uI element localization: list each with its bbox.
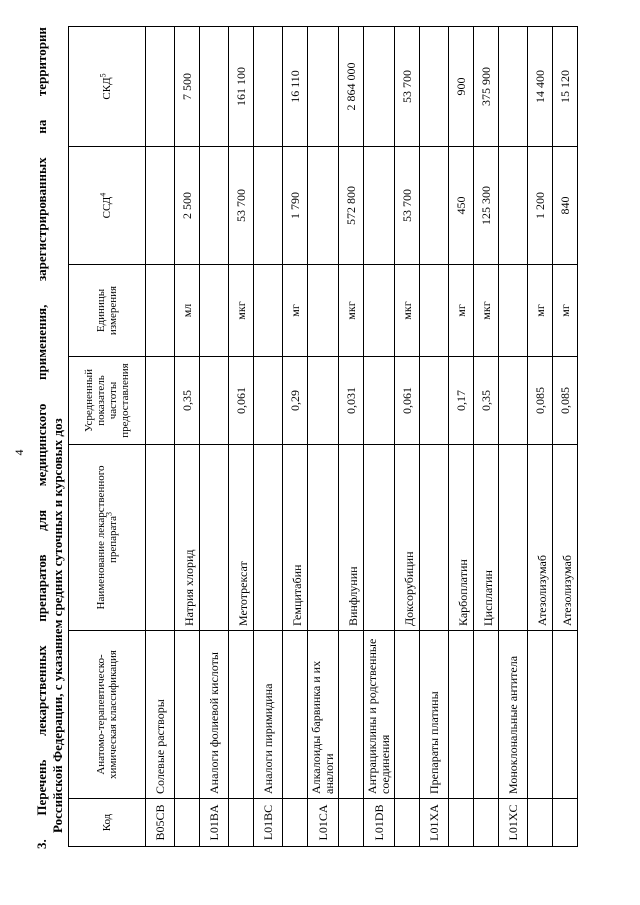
- title-word: применения,: [34, 304, 49, 381]
- cell-name: Винфлунин: [339, 445, 364, 631]
- cell-unit: мкг: [229, 265, 254, 357]
- cell-name: [308, 445, 339, 631]
- cell-name: [364, 445, 395, 631]
- table-row: [395, 27, 420, 847]
- cell-skd: [420, 27, 449, 147]
- cell-unit: мг: [449, 265, 474, 357]
- cell-avg: 0,17: [449, 357, 474, 445]
- cell-ssd: 450: [449, 147, 474, 265]
- cell-avg: [254, 357, 283, 445]
- cell-ssd: 572 800: [339, 147, 364, 265]
- table-row: [339, 27, 364, 847]
- cell-skd: 161 100: [229, 27, 254, 147]
- title-line-1: [34, 27, 50, 849]
- cell-atc: [339, 631, 364, 799]
- cell-avg: 0,35: [474, 357, 499, 445]
- cell-unit: [308, 265, 339, 357]
- table-group-row: [499, 27, 528, 847]
- header-atc: Анатомо-терапевтическо-химическая классификация: [69, 631, 146, 799]
- header-name: [69, 445, 146, 631]
- title-word: медицинского: [34, 403, 49, 487]
- cell-name: Метотрексат: [229, 445, 254, 631]
- table-group-row: [308, 27, 339, 847]
- table-row: [229, 27, 254, 847]
- cell-skd: 53 700: [395, 27, 420, 147]
- cell-code: L01XC: [499, 799, 528, 847]
- cell-unit: мл: [175, 265, 200, 357]
- cell-avg: [420, 357, 449, 445]
- cell-unit: мкг: [339, 265, 364, 357]
- cell-ssd: [364, 147, 395, 265]
- cell-code: L01DB: [364, 799, 395, 847]
- cell-code: B05CB: [146, 799, 175, 847]
- cell-atc: Аналоги фолиевой кислоты: [200, 631, 229, 799]
- header-unit: Единицы измерения: [69, 265, 146, 357]
- cell-skd: 900: [449, 27, 474, 147]
- cell-skd: [146, 27, 175, 147]
- cell-avg: 0,061: [229, 357, 254, 445]
- title-word: зарегистрированных: [34, 157, 49, 282]
- cell-ssd: 53 700: [395, 147, 420, 265]
- cell-name: [200, 445, 229, 631]
- cell-unit: мг: [528, 265, 553, 357]
- cell-atc: [395, 631, 420, 799]
- cell-code: [339, 799, 364, 847]
- cell-atc: Антрациклины и родственные соединения: [364, 631, 395, 799]
- cell-atc: [283, 631, 308, 799]
- cell-skd: [254, 27, 283, 147]
- title-word: лекарственных: [34, 645, 49, 736]
- cell-avg: 0,061: [395, 357, 420, 445]
- cell-atc: [474, 631, 499, 799]
- title-word: препаратов: [34, 554, 49, 622]
- cell-unit: мг: [283, 265, 308, 357]
- cell-code: [474, 799, 499, 847]
- cell-skd: 15 120: [553, 27, 578, 147]
- cell-skd: [308, 27, 339, 147]
- cell-avg: [146, 357, 175, 445]
- cell-unit: [200, 265, 229, 357]
- cell-avg: 0,085: [553, 357, 578, 445]
- cell-code: [449, 799, 474, 847]
- header-skd-text: СКД: [101, 77, 113, 100]
- cell-atc: Препараты платины: [420, 631, 449, 799]
- cell-atc: Моноклональные антитела: [499, 631, 528, 799]
- table-row: [449, 27, 474, 847]
- header-ssd-text: ССД: [101, 196, 113, 219]
- section-title: [34, 27, 66, 849]
- table-row: [283, 27, 308, 847]
- title-word: территории: [34, 27, 49, 97]
- cell-ssd: [499, 147, 528, 265]
- cell-unit: [254, 265, 283, 357]
- table-group-row: [146, 27, 175, 847]
- header-skd-sup: 5: [98, 73, 108, 78]
- cell-name: Атезолизумаб: [553, 445, 578, 631]
- cell-avg: [499, 357, 528, 445]
- cell-avg: [200, 357, 229, 445]
- cell-skd: 2 864 000: [339, 27, 364, 147]
- cell-code: L01CA: [308, 799, 339, 847]
- cell-ssd: [146, 147, 175, 265]
- cell-unit: мкг: [395, 265, 420, 357]
- cell-skd: 16 110: [283, 27, 308, 147]
- cell-skd: [200, 27, 229, 147]
- header-skd: [69, 27, 146, 147]
- cell-unit: [499, 265, 528, 357]
- title-line-2: Российской Федерации, с указанием средних суточных и курсовых доз: [50, 418, 65, 833]
- cell-ssd: 1 200: [528, 147, 553, 265]
- cell-unit: мкг: [474, 265, 499, 357]
- cell-code: L01BC: [254, 799, 283, 847]
- table-body: [146, 27, 578, 847]
- cell-ssd: 1 790: [283, 147, 308, 265]
- cell-avg: 0,085: [528, 357, 553, 445]
- title-word: 3.: [34, 839, 49, 849]
- cell-code: [229, 799, 254, 847]
- cell-code: L01BA: [200, 799, 229, 847]
- cell-name: Доксорубицин: [395, 445, 420, 631]
- page-number: 4: [12, 449, 26, 456]
- cell-atc: [528, 631, 553, 799]
- header-name-sup: 3: [104, 512, 114, 517]
- cell-code: [528, 799, 553, 847]
- cell-unit: [146, 265, 175, 357]
- cell-avg: [364, 357, 395, 445]
- header-ssd-sup: 4: [98, 192, 108, 197]
- cell-ssd: 125 300: [474, 147, 499, 265]
- cell-code: [283, 799, 308, 847]
- cell-name: Натрия хлорид: [175, 445, 200, 631]
- cell-ssd: [254, 147, 283, 265]
- cell-code: [553, 799, 578, 847]
- cell-unit: мг: [553, 265, 578, 357]
- table-group-row: [200, 27, 229, 847]
- cell-avg: 0,031: [339, 357, 364, 445]
- title-word: для: [34, 509, 49, 531]
- cell-name: Атезолизумаб: [528, 445, 553, 631]
- cell-name: Гемцитабин: [283, 445, 308, 631]
- cell-ssd: [308, 147, 339, 265]
- cell-atc: Аналоги пиримидина: [254, 631, 283, 799]
- table-group-row: [254, 27, 283, 847]
- cell-avg: 0,29: [283, 357, 308, 445]
- header-name-text: Наименование лекарственного препарата: [95, 465, 119, 610]
- table-row: [175, 27, 200, 847]
- table-row: [553, 27, 578, 847]
- header-avg: Усредненный показатель частоты предоставления: [69, 357, 146, 445]
- header-code: Код: [69, 799, 146, 847]
- cell-skd: 7 500: [175, 27, 200, 147]
- cell-atc: [229, 631, 254, 799]
- cell-skd: [364, 27, 395, 147]
- cell-atc: [553, 631, 578, 799]
- cell-atc: [175, 631, 200, 799]
- table-group-row: [420, 27, 449, 847]
- drug-table: [68, 26, 578, 847]
- cell-ssd: [420, 147, 449, 265]
- cell-atc: [449, 631, 474, 799]
- cell-ssd: 840: [553, 147, 578, 265]
- cell-avg: [308, 357, 339, 445]
- cell-code: [395, 799, 420, 847]
- cell-unit: [420, 265, 449, 357]
- cell-name: Цисплатин: [474, 445, 499, 631]
- cell-name: Карбоплатин: [449, 445, 474, 631]
- cell-avg: 0,35: [175, 357, 200, 445]
- cell-name: [420, 445, 449, 631]
- cell-ssd: 53 700: [229, 147, 254, 265]
- cell-skd: [499, 27, 528, 147]
- header-ssd: [69, 147, 146, 265]
- cell-code: [175, 799, 200, 847]
- cell-atc: Солевые растворы: [146, 631, 175, 799]
- cell-unit: [364, 265, 395, 357]
- cell-ssd: 2 500: [175, 147, 200, 265]
- cell-atc: Алкалоиды барвинка и их аналоги: [308, 631, 339, 799]
- cell-name: [254, 445, 283, 631]
- cell-ssd: [200, 147, 229, 265]
- table-header-row: [69, 27, 146, 847]
- table-row: [528, 27, 553, 847]
- cell-name: [146, 445, 175, 631]
- table-group-row: [364, 27, 395, 847]
- cell-code: L01XA: [420, 799, 449, 847]
- cell-skd: 14 400: [528, 27, 553, 147]
- cell-name: [499, 445, 528, 631]
- table-row: [474, 27, 499, 847]
- title-word: Перечень: [34, 759, 49, 816]
- cell-skd: 375 900: [474, 27, 499, 147]
- title-word: на: [34, 119, 49, 134]
